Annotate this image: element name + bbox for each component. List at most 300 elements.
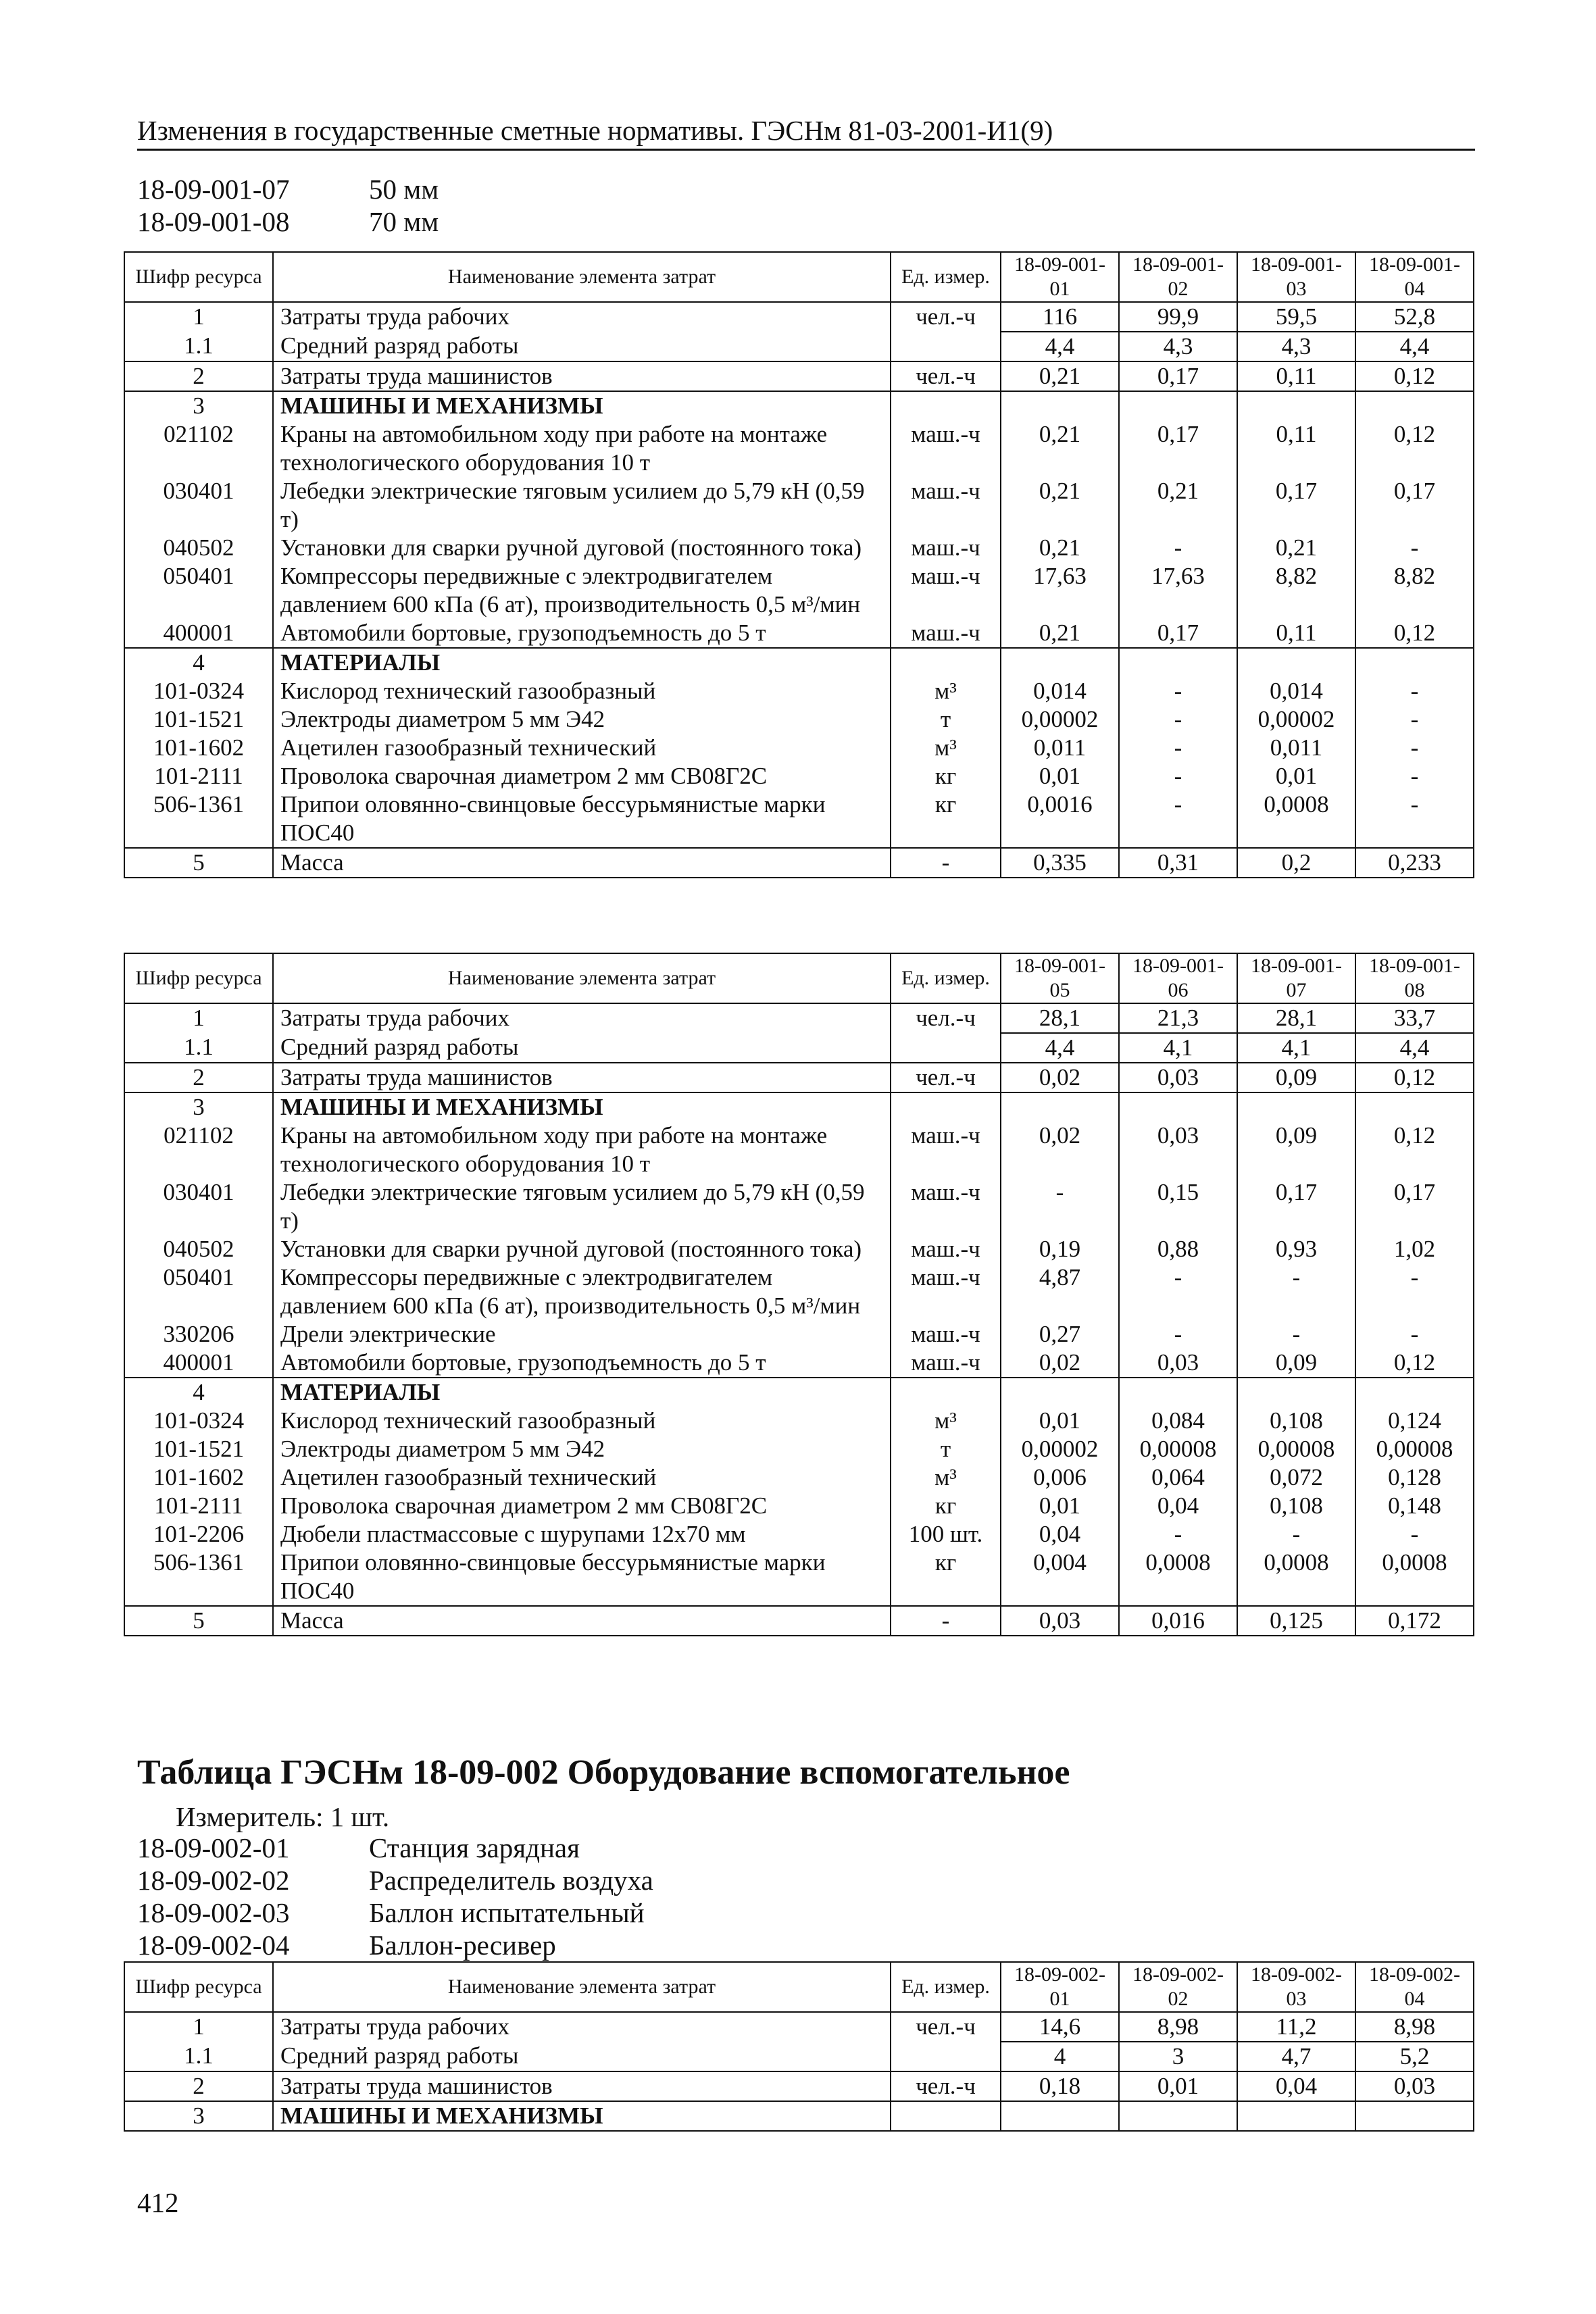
unit-cell: маш.-ч bbox=[891, 1349, 1001, 1378]
code-row bbox=[137, 1832, 653, 1864]
value-cell bbox=[1001, 2101, 1119, 2131]
value-cell: 8,98 bbox=[1119, 2012, 1237, 2042]
value-cell bbox=[1001, 648, 1119, 677]
value-cell: 0,00002 bbox=[1001, 1435, 1119, 1463]
unit-cell bbox=[891, 2101, 1001, 2131]
value-cell: 0,04 bbox=[1237, 2071, 1355, 2101]
value-cell bbox=[1355, 2101, 1474, 2131]
resource-code: 101-2111 bbox=[124, 1492, 273, 1520]
value-cell: 0,072 bbox=[1237, 1463, 1355, 1492]
value-cell: 0,17 bbox=[1119, 361, 1237, 391]
value-cell: 5,2 bbox=[1355, 2042, 1474, 2071]
resource-code: 101-1602 bbox=[124, 1463, 273, 1492]
value-cell: 4 bbox=[1001, 2042, 1119, 2071]
table-row bbox=[124, 361, 1474, 391]
resource-code: 3 bbox=[124, 1092, 273, 1122]
unit-cell: маш.-ч bbox=[891, 1320, 1001, 1349]
code-description: Распределитель воздуха bbox=[369, 1865, 653, 1896]
value-cell: 4,1 bbox=[1237, 1033, 1355, 1063]
code-row bbox=[137, 1864, 653, 1896]
resource-name: Проволока сварочная диаметром 2 мм СВ08Г2С bbox=[273, 1492, 891, 1520]
resource-code: 506-1361 bbox=[124, 790, 273, 848]
resource-code: 5 bbox=[124, 1606, 273, 1636]
value-cell: 0,17 bbox=[1237, 477, 1355, 534]
resource-name: Краны на автомобильном ходу при работе на монтаже технологического оборудования 10 т bbox=[273, 420, 891, 477]
resource-name bbox=[273, 391, 891, 420]
table-row bbox=[124, 705, 1474, 734]
table-row bbox=[124, 1003, 1474, 1033]
table-row bbox=[124, 762, 1474, 790]
value-cell: - bbox=[1001, 1178, 1119, 1235]
value-cell: - bbox=[1355, 1263, 1474, 1320]
value-cell: - bbox=[1119, 762, 1237, 790]
header-code: Шифр ресурса bbox=[124, 252, 273, 302]
value-cell: 0,004 bbox=[1001, 1549, 1119, 1606]
value-cell: 0,016 bbox=[1119, 1606, 1237, 1636]
unit-cell: м³ bbox=[891, 1463, 1001, 1492]
table-title: Таблица ГЭСНм 18-09-002 Оборудование вспомогательное bbox=[137, 1753, 1070, 1792]
table-row bbox=[124, 332, 1474, 361]
value-cell: - bbox=[1355, 534, 1474, 562]
code-label: 18-09-001-08 bbox=[137, 206, 290, 237]
unit-cell: - bbox=[891, 1606, 1001, 1636]
value-cell: 3 bbox=[1119, 2042, 1237, 2071]
top-code-list bbox=[137, 173, 439, 238]
table-row bbox=[124, 1378, 1474, 1407]
table-row bbox=[124, 302, 1474, 332]
value-cell: 0,00002 bbox=[1237, 705, 1355, 734]
header-unit: Ед. измер. bbox=[891, 1962, 1001, 2012]
value-cell: 0,03 bbox=[1001, 1606, 1119, 1636]
header-norm-code: 18-09-001-06 bbox=[1119, 953, 1237, 1003]
resource-code: 5 bbox=[124, 848, 273, 878]
value-cell: 0,02 bbox=[1001, 1349, 1119, 1378]
value-cell bbox=[1355, 1378, 1474, 1407]
value-cell: 0,17 bbox=[1119, 619, 1237, 648]
table-header-row bbox=[124, 1962, 1474, 2012]
resource-name bbox=[273, 1092, 891, 1122]
unit-cell bbox=[891, 1092, 1001, 1122]
resource-name: Компрессоры передвижные с электродвигателем давлением 600 кПа (6 ат), производительность 0,5 м³/мин bbox=[273, 562, 891, 619]
header-code: Шифр ресурса bbox=[124, 953, 273, 1003]
unit-cell: чел.-ч bbox=[891, 1063, 1001, 1092]
header-unit: Ед. измер. bbox=[891, 252, 1001, 302]
value-cell: 4,3 bbox=[1119, 332, 1237, 361]
resource-code: 1 bbox=[124, 302, 273, 332]
value-cell: 0,88 bbox=[1119, 1235, 1237, 1263]
resource-name: Установки для сварки ручной дуговой (постоянного тока) bbox=[273, 534, 891, 562]
value-cell bbox=[1119, 1378, 1237, 1407]
code-description: Баллон-ресивер bbox=[369, 1930, 556, 1961]
value-cell: 0,02 bbox=[1001, 1122, 1119, 1178]
unit-cell: м³ bbox=[891, 1407, 1001, 1435]
code-label: 18-09-002-04 bbox=[137, 1930, 290, 1961]
header-name: Наименование элемента затрат bbox=[273, 1962, 891, 2012]
value-cell: 4,87 bbox=[1001, 1263, 1119, 1320]
table-row bbox=[124, 677, 1474, 705]
value-cell: - bbox=[1119, 790, 1237, 848]
value-cell: 0,04 bbox=[1001, 1520, 1119, 1549]
value-cell: 0,01 bbox=[1001, 762, 1119, 790]
resource-name: Автомобили бортовые, грузоподъемность до 5 т bbox=[273, 619, 891, 648]
resource-name: Дюбели пластмассовые с шурупами 12х70 мм bbox=[273, 1520, 891, 1549]
resource-name: Средний разряд работы bbox=[273, 2042, 891, 2071]
value-cell: 0,0008 bbox=[1355, 1549, 1474, 1606]
value-cell: 0,01 bbox=[1119, 2071, 1237, 2101]
value-cell: 8,82 bbox=[1355, 562, 1474, 619]
value-cell bbox=[1237, 648, 1355, 677]
resource-name: Затраты труда машинистов bbox=[273, 361, 891, 391]
value-cell: 0,00002 bbox=[1001, 705, 1119, 734]
value-cell bbox=[1355, 391, 1474, 420]
value-cell: - bbox=[1119, 705, 1237, 734]
value-cell: 14,6 bbox=[1001, 2012, 1119, 2042]
resource-code: 1.1 bbox=[124, 1033, 273, 1063]
code-row bbox=[137, 1929, 653, 1961]
value-cell bbox=[1237, 1092, 1355, 1122]
resource-name bbox=[273, 648, 891, 677]
header-norm-code: 18-09-002-04 bbox=[1355, 1962, 1474, 2012]
value-cell: 0,03 bbox=[1119, 1063, 1237, 1092]
resource-code: 330206 bbox=[124, 1320, 273, 1349]
resource-code: 101-2206 bbox=[124, 1520, 273, 1549]
value-cell bbox=[1119, 1092, 1237, 1122]
resource-name: Краны на автомобильном ходу при работе на монтаже технологического оборудования 10 т bbox=[273, 1122, 891, 1178]
header-norm-code: 18-09-001-03 bbox=[1237, 252, 1355, 302]
table-row bbox=[124, 2012, 1474, 2042]
resource-code: 4 bbox=[124, 648, 273, 677]
unit-cell bbox=[891, 391, 1001, 420]
unit-cell: маш.-ч bbox=[891, 1122, 1001, 1178]
table-row bbox=[124, 2042, 1474, 2071]
value-cell: 0,00008 bbox=[1355, 1435, 1474, 1463]
value-cell: 0,17 bbox=[1355, 1178, 1474, 1235]
value-cell: 0,125 bbox=[1237, 1606, 1355, 1636]
value-cell: 0,233 bbox=[1355, 848, 1474, 878]
resource-name: Электроды диаметром 5 мм Э42 bbox=[273, 1435, 891, 1463]
value-cell: 0,21 bbox=[1237, 534, 1355, 562]
value-cell: - bbox=[1355, 677, 1474, 705]
value-cell: 28,1 bbox=[1001, 1003, 1119, 1033]
code-description: Баллон испытательный bbox=[369, 1897, 645, 1928]
value-cell bbox=[1119, 391, 1237, 420]
header-norm-code: 18-09-001-05 bbox=[1001, 953, 1119, 1003]
value-cell: 0,01 bbox=[1001, 1492, 1119, 1520]
value-cell: 0,006 bbox=[1001, 1463, 1119, 1492]
code-description: Станция зарядная bbox=[369, 1832, 580, 1863]
unit-cell: кг bbox=[891, 1549, 1001, 1606]
value-cell: 0,17 bbox=[1355, 477, 1474, 534]
resource-name: Затраты труда машинистов bbox=[273, 1063, 891, 1092]
value-cell bbox=[1237, 1378, 1355, 1407]
table-row bbox=[124, 477, 1474, 534]
value-cell bbox=[1001, 391, 1119, 420]
table-row bbox=[124, 619, 1474, 648]
value-cell: - bbox=[1355, 1320, 1474, 1349]
page-header: Изменения в государственные сметные нормативы. ГЭСНм 81-03-2001-И1(9) bbox=[137, 114, 1475, 151]
value-cell: - bbox=[1237, 1320, 1355, 1349]
value-cell: 0,01 bbox=[1237, 762, 1355, 790]
resource-table-2 bbox=[124, 953, 1474, 1636]
value-cell: 4,1 bbox=[1119, 1033, 1237, 1063]
unit-cell: 100 шт. bbox=[891, 1520, 1001, 1549]
header-norm-code: 18-09-001-04 bbox=[1355, 252, 1474, 302]
header-norm-code: 18-09-001-02 bbox=[1119, 252, 1237, 302]
value-cell: 0,15 bbox=[1119, 1178, 1237, 1235]
value-cell: 0,0008 bbox=[1119, 1549, 1237, 1606]
resource-name bbox=[273, 1378, 891, 1407]
value-cell: 0,335 bbox=[1001, 848, 1119, 878]
section-heading: МАТЕРИАЛЫ bbox=[280, 649, 441, 676]
resource-name: Средний разряд работы bbox=[273, 332, 891, 361]
unit-cell: маш.-ч bbox=[891, 420, 1001, 477]
header-norm-code: 18-09-001-08 bbox=[1355, 953, 1474, 1003]
value-cell: - bbox=[1119, 1263, 1237, 1320]
value-cell: 0,03 bbox=[1119, 1349, 1237, 1378]
value-cell: 1,02 bbox=[1355, 1235, 1474, 1263]
value-cell bbox=[1001, 1092, 1119, 1122]
code-label: 18-09-002-01 bbox=[137, 1832, 290, 1863]
value-cell: 17,63 bbox=[1001, 562, 1119, 619]
value-cell bbox=[1237, 391, 1355, 420]
resource-code: 1 bbox=[124, 2012, 273, 2042]
value-cell: - bbox=[1355, 790, 1474, 848]
table-row bbox=[124, 790, 1474, 848]
value-cell: 0,21 bbox=[1001, 619, 1119, 648]
code-label: 18-09-002-02 bbox=[137, 1865, 290, 1896]
unit-cell bbox=[891, 1033, 1001, 1063]
value-cell: - bbox=[1355, 1520, 1474, 1549]
value-cell: 0,09 bbox=[1237, 1349, 1355, 1378]
resource-name bbox=[273, 2101, 891, 2131]
table-row bbox=[124, 1122, 1474, 1178]
value-cell: 0,03 bbox=[1119, 1122, 1237, 1178]
value-cell: 0,11 bbox=[1237, 619, 1355, 648]
value-cell: 116 bbox=[1001, 302, 1119, 332]
header-name: Наименование элемента затрат bbox=[273, 252, 891, 302]
code-description: 70 мм bbox=[369, 206, 439, 237]
value-cell: 0,108 bbox=[1237, 1407, 1355, 1435]
value-cell: 0,124 bbox=[1355, 1407, 1474, 1435]
resource-code: 050401 bbox=[124, 562, 273, 619]
resource-name: Компрессоры передвижные с электродвигателем давлением 600 кПа (6 ат), производительность 0,5 м³/мин bbox=[273, 1263, 891, 1320]
table-row bbox=[124, 1178, 1474, 1235]
value-cell: 0,12 bbox=[1355, 420, 1474, 477]
value-cell: 21,3 bbox=[1119, 1003, 1237, 1033]
value-cell: 0,014 bbox=[1001, 677, 1119, 705]
resource-code: 1.1 bbox=[124, 2042, 273, 2071]
resource-name: Проволока сварочная диаметром 2 мм СВ08Г2С bbox=[273, 762, 891, 790]
value-cell: 0,0016 bbox=[1001, 790, 1119, 848]
resource-name: Затраты труда рабочих bbox=[273, 302, 891, 332]
resource-name: Кислород технический газообразный bbox=[273, 1407, 891, 1435]
table-row bbox=[124, 2071, 1474, 2101]
code-row bbox=[137, 173, 439, 205]
resource-code: 1.1 bbox=[124, 332, 273, 361]
value-cell: 0,04 bbox=[1119, 1492, 1237, 1520]
value-cell: 0,011 bbox=[1237, 734, 1355, 762]
value-cell: 0,084 bbox=[1119, 1407, 1237, 1435]
resource-code: 1 bbox=[124, 1003, 273, 1033]
value-cell: 0,12 bbox=[1355, 1122, 1474, 1178]
page-number: 412 bbox=[137, 2187, 179, 2218]
value-cell: - bbox=[1119, 1520, 1237, 1549]
value-cell: 0,21 bbox=[1001, 361, 1119, 391]
value-cell: 0,0008 bbox=[1237, 790, 1355, 848]
resource-code: 030401 bbox=[124, 477, 273, 534]
resource-code: 2 bbox=[124, 1063, 273, 1092]
table-row bbox=[124, 1463, 1474, 1492]
unit-cell: маш.-ч bbox=[891, 1178, 1001, 1235]
value-cell: - bbox=[1119, 677, 1237, 705]
resource-name: Автомобили бортовые, грузоподъемность до 5 т bbox=[273, 1349, 891, 1378]
table-header-row bbox=[124, 252, 1474, 302]
value-cell: 0,011 bbox=[1001, 734, 1119, 762]
value-cell: 0,09 bbox=[1237, 1063, 1355, 1092]
unit-cell: чел.-ч bbox=[891, 361, 1001, 391]
value-cell bbox=[1355, 648, 1474, 677]
table-row bbox=[124, 391, 1474, 420]
code-row bbox=[137, 205, 439, 238]
value-cell: 4,4 bbox=[1355, 332, 1474, 361]
header-norm-code: 18-09-002-01 bbox=[1001, 1962, 1119, 2012]
resource-code: 101-1521 bbox=[124, 1435, 273, 1463]
section2-code-list bbox=[137, 1832, 653, 1961]
resource-name: Средний разряд работы bbox=[273, 1033, 891, 1063]
resource-table-1 bbox=[124, 251, 1474, 878]
value-cell: 8,82 bbox=[1237, 562, 1355, 619]
value-cell: 0,128 bbox=[1355, 1463, 1474, 1492]
resource-table-3 bbox=[124, 1961, 1474, 2132]
unit-cell: маш.-ч bbox=[891, 534, 1001, 562]
resource-code: 3 bbox=[124, 2101, 273, 2131]
resource-code: 101-1521 bbox=[124, 705, 273, 734]
unit-cell: м³ bbox=[891, 677, 1001, 705]
unit-cell bbox=[891, 2042, 1001, 2071]
value-cell: 28,1 bbox=[1237, 1003, 1355, 1033]
unit-cell: маш.-ч bbox=[891, 562, 1001, 619]
header-norm-code: 18-09-002-03 bbox=[1237, 1962, 1355, 2012]
resource-name: Масса bbox=[273, 848, 891, 878]
unit-cell: м³ bbox=[891, 734, 1001, 762]
value-cell: 4,4 bbox=[1355, 1033, 1474, 1063]
resource-code: 050401 bbox=[124, 1263, 273, 1320]
unit-cell: чел.-ч bbox=[891, 2012, 1001, 2042]
header-name: Наименование элемента затрат bbox=[273, 953, 891, 1003]
unit-cell: кг bbox=[891, 790, 1001, 848]
value-cell bbox=[1001, 1378, 1119, 1407]
measure-unit: Измеритель: 1 шт. bbox=[176, 1801, 390, 1832]
value-cell bbox=[1237, 2101, 1355, 2131]
unit-cell: т bbox=[891, 705, 1001, 734]
value-cell: 0,17 bbox=[1119, 420, 1237, 477]
value-cell: - bbox=[1355, 734, 1474, 762]
table-row bbox=[124, 1263, 1474, 1320]
table-row bbox=[124, 1407, 1474, 1435]
unit-cell: кг bbox=[891, 762, 1001, 790]
unit-cell: т bbox=[891, 1435, 1001, 1463]
value-cell: 0,11 bbox=[1237, 420, 1355, 477]
value-cell: - bbox=[1237, 1520, 1355, 1549]
value-cell: 0,93 bbox=[1237, 1235, 1355, 1263]
unit-cell bbox=[891, 332, 1001, 361]
resource-name: Затраты труда машинистов bbox=[273, 2071, 891, 2101]
table-row bbox=[124, 1349, 1474, 1378]
value-cell: 4,4 bbox=[1001, 332, 1119, 361]
table-row bbox=[124, 1549, 1474, 1606]
table-row bbox=[124, 2101, 1474, 2131]
resource-code: 021102 bbox=[124, 1122, 273, 1178]
resource-code: 3 bbox=[124, 391, 273, 420]
unit-cell: кг bbox=[891, 1492, 1001, 1520]
value-cell: 0,108 bbox=[1237, 1492, 1355, 1520]
code-label: 18-09-002-03 bbox=[137, 1897, 290, 1928]
table-row bbox=[124, 1063, 1474, 1092]
value-cell: 0,09 bbox=[1237, 1122, 1355, 1178]
value-cell: - bbox=[1119, 534, 1237, 562]
value-cell: 8,98 bbox=[1355, 2012, 1474, 2042]
unit-cell bbox=[891, 648, 1001, 677]
resource-code: 4 bbox=[124, 1378, 273, 1407]
value-cell bbox=[1355, 1092, 1474, 1122]
resource-name: Лебедки электрические тяговым усилием до 5,79 кН (0,59 т) bbox=[273, 1178, 891, 1235]
value-cell: 0,01 bbox=[1001, 1407, 1119, 1435]
resource-name: Затраты труда рабочих bbox=[273, 1003, 891, 1033]
value-cell: 0,148 bbox=[1355, 1492, 1474, 1520]
value-cell: 52,8 bbox=[1355, 302, 1474, 332]
unit-cell: маш.-ч bbox=[891, 1263, 1001, 1320]
value-cell: 4,3 bbox=[1237, 332, 1355, 361]
resource-code: 030401 bbox=[124, 1178, 273, 1235]
resource-name: Кислород технический газообразный bbox=[273, 677, 891, 705]
resource-code: 2 bbox=[124, 361, 273, 391]
unit-cell: чел.-ч bbox=[891, 2071, 1001, 2101]
value-cell: 0,12 bbox=[1355, 1349, 1474, 1378]
value-cell: 0,19 bbox=[1001, 1235, 1119, 1263]
code-label: 18-09-001-07 bbox=[137, 174, 290, 205]
resource-name: Лебедки электрические тяговым усилием до 5,79 кН (0,59 т) bbox=[273, 477, 891, 534]
resource-code: 040502 bbox=[124, 1235, 273, 1263]
resource-name: Установки для сварки ручной дуговой (постоянного тока) bbox=[273, 1235, 891, 1263]
value-cell: 11,2 bbox=[1237, 2012, 1355, 2042]
value-cell: 0,064 bbox=[1119, 1463, 1237, 1492]
resource-name: Припои оловянно-свинцовые бессурьмянистые марки ПОС40 bbox=[273, 790, 891, 848]
value-cell: 0,11 bbox=[1237, 361, 1355, 391]
value-cell: 0,12 bbox=[1355, 361, 1474, 391]
table-row bbox=[124, 1606, 1474, 1636]
value-cell: 17,63 bbox=[1119, 562, 1237, 619]
value-cell: 0,18 bbox=[1001, 2071, 1119, 2101]
table-row bbox=[124, 648, 1474, 677]
value-cell: 0,21 bbox=[1001, 477, 1119, 534]
resource-code: 040502 bbox=[124, 534, 273, 562]
value-cell: 0,21 bbox=[1119, 477, 1237, 534]
value-cell: 0,27 bbox=[1001, 1320, 1119, 1349]
table-row bbox=[124, 1520, 1474, 1549]
value-cell: 0,21 bbox=[1001, 420, 1119, 477]
value-cell: 0,0008 bbox=[1237, 1549, 1355, 1606]
code-description: 50 мм bbox=[369, 174, 439, 205]
value-cell: 0,2 bbox=[1237, 848, 1355, 878]
value-cell: 0,21 bbox=[1001, 534, 1119, 562]
resource-code: 101-2111 bbox=[124, 762, 273, 790]
section-heading: МАШИНЫ И МЕХАНИЗМЫ bbox=[280, 1094, 603, 1120]
value-cell: 0,12 bbox=[1355, 1063, 1474, 1092]
unit-cell: маш.-ч bbox=[891, 619, 1001, 648]
value-cell: 0,172 bbox=[1355, 1606, 1474, 1636]
value-cell: 0,12 bbox=[1355, 619, 1474, 648]
resource-code: 400001 bbox=[124, 1349, 273, 1378]
